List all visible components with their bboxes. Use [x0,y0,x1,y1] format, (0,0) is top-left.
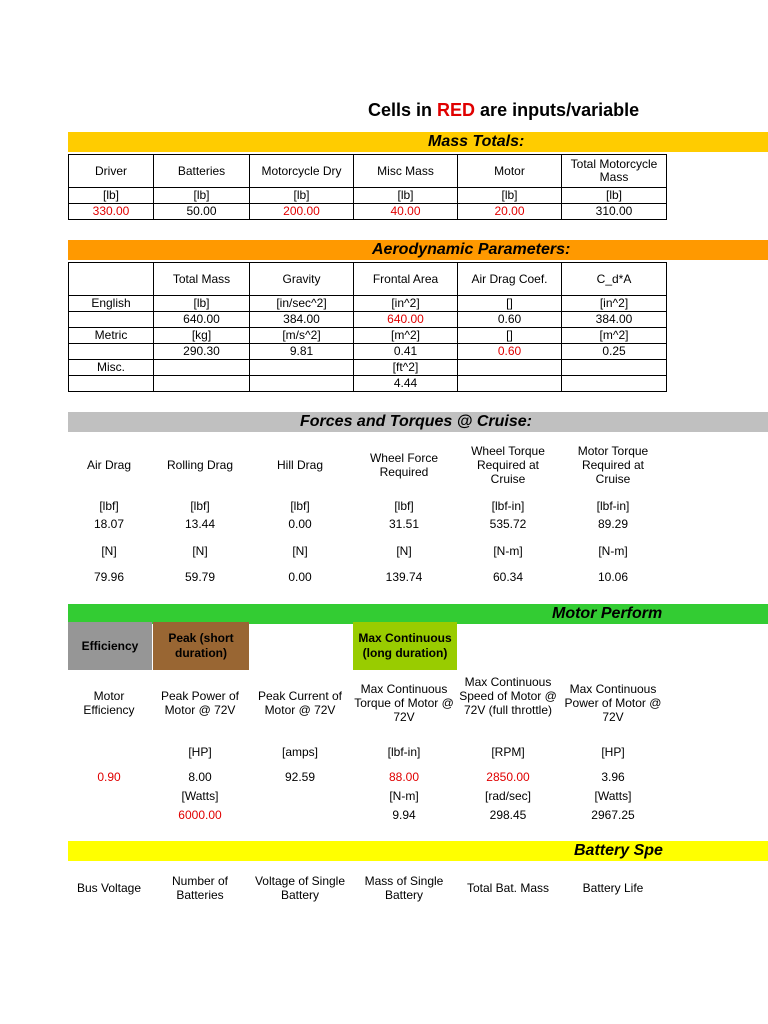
forces-value: 13.44 [184,517,216,531]
mass-header: Misc Mass [354,155,458,188]
mass-unit: [lb] [562,188,667,204]
aero-cell: 384.00 [250,312,354,328]
forces-value-metric: 10.06 [597,570,629,584]
battery-header: Total Bat. Mass [466,881,550,895]
motor-unit-2: [N-m] [389,789,419,803]
forces-value: 18.07 [93,517,125,531]
forces-unit-metric: [N] [292,544,308,558]
max-torque-input[interactable]: 88.00 [388,770,420,784]
aero-row [69,296,667,312]
aero-row [69,376,667,392]
forces-title: Forces and Torques @ Cruise: [300,413,532,430]
forces-value: 31.51 [388,517,420,531]
forces-unit: [lbf] [99,499,119,513]
aero-band [68,240,768,260]
motor-header: Max Continuous Speed of Motor @ 72V (full throttle) [459,675,557,717]
mass-unit: [lb] [354,188,458,204]
aero-cell: [] [458,296,562,312]
motor-unit-2: [Watts] [181,789,219,803]
motor-unit: [RPM] [491,745,525,759]
title-red-word: RED [437,100,476,120]
battery-header: Bus Voltage [76,881,142,895]
aero-cell [69,312,154,328]
peak-badge: Peak (short duration) [153,622,249,670]
aero-row [69,328,667,344]
aero-table [68,262,667,392]
battery-header: Battery Life [582,881,644,895]
aero-cell: Misc. [69,360,154,376]
forces-value: 535.72 [489,517,527,531]
mass-header: Driver [69,155,154,188]
aero-cell [69,344,154,360]
aero-cell [562,360,667,376]
motor-header: Motor Efficiency [83,689,135,717]
aero-cell: [in/sec^2] [250,296,354,312]
aero-cell: 0.41 [354,344,458,360]
forces-unit: [lbf] [394,499,414,513]
forces-header: Air Drag [86,458,131,472]
motor-unit-2: [rad/sec] [484,789,532,803]
mass-unit: [lb] [69,188,154,204]
aero-cell: [in^2] [562,296,667,312]
aero-header [69,263,154,296]
aero-row [69,344,667,360]
mass-unit: [lb] [154,188,250,204]
aero-cell: 0.25 [562,344,667,360]
max-speed-input[interactable]: 2850.00 [486,770,530,784]
mass-unit: [lb] [458,188,562,204]
motor-unit: [lbf-in] [387,745,421,759]
aero-cell: [lb] [154,296,250,312]
aero-cell [458,376,562,392]
aero-cell [154,376,250,392]
mass-header-row [69,155,667,188]
aero-cell: Metric [69,328,154,344]
battery-title: Battery Spe [574,842,663,859]
motor-header: Peak Current of Motor @ 72V [257,689,343,717]
motor-value-2: 298.45 [489,808,527,822]
motor-mass-input[interactable]: 20.00 [458,204,562,220]
aero-cell: 4.44 [354,376,458,392]
aero-header-row [69,263,667,296]
misc-mass-input[interactable]: 40.00 [354,204,458,220]
page-title [368,100,639,121]
aero-header: Gravity [250,263,354,296]
mass-totals-band [68,132,768,152]
aero-cell: [m/s^2] [250,328,354,344]
motor-unit: [HP] [601,745,625,759]
forces-header: Wheel Torque Required at Cruise [471,444,545,486]
forces-value-metric: 60.34 [492,570,524,584]
aero-cell: [ft^2] [354,360,458,376]
frontal-area-input[interactable]: 640.00 [354,312,458,328]
total-motorcycle-mass: 310.00 [562,204,667,220]
mass-totals-table [68,154,667,220]
forces-value-metric: 0.00 [288,570,312,584]
aero-header: Total Mass [154,263,250,296]
aero-row [69,360,667,376]
motorcycle-dry-input[interactable]: 200.00 [250,204,354,220]
forces-unit: [lbf] [290,499,310,513]
motor-efficiency-input[interactable]: 0.90 [97,770,121,784]
mass-units-row [69,188,667,204]
forces-unit-metric: [N-m] [598,544,628,558]
aero-cell: [kg] [154,328,250,344]
forces-header: Hill Drag [276,458,323,472]
battery-header: Number of Batteries [171,874,229,902]
aero-cell [562,376,667,392]
aero-cell: 290.30 [154,344,250,360]
aero-cell: 0.60 [458,312,562,328]
motor-unit-2: [Watts] [594,789,632,803]
motor-header: Peak Power of Motor @ 72V [160,689,240,717]
aero-cell [250,360,354,376]
forces-value: 89.29 [597,517,629,531]
aero-cell: English [69,296,154,312]
aero-title: Aerodynamic Parameters: [372,241,571,258]
driver-mass-input[interactable]: 330.00 [69,204,154,220]
forces-value-metric: 79.96 [93,570,125,584]
forces-value-metric: 139.74 [385,570,423,584]
mass-header: Motorcycle Dry [250,155,354,188]
mass-values-row [69,204,667,220]
motor-band [68,604,768,624]
motor-unit: [amps] [281,745,318,759]
max-continuous-badge: Max Continuous (long duration) [353,622,457,670]
battery-header: Mass of Single Battery [364,874,444,902]
aero-header: Frontal Area [354,263,458,296]
mass-header: Total Motorcycle Mass [562,155,667,188]
motor-value: 8.00 [188,770,212,784]
mass-header: Batteries [154,155,250,188]
aero-cell [458,360,562,376]
motor-value: 92.59 [284,770,316,784]
aero-header: Air Drag Coef. [458,263,562,296]
aero-cell [69,376,154,392]
motor-value: 3.96 [601,770,625,784]
title-suffix: are inputs/variable [475,100,640,120]
motor-title: Motor Perform [552,605,663,622]
forces-header: Motor Torque Required at Cruise [577,444,649,486]
aero-cell: 384.00 [562,312,667,328]
peak-power-watts-input[interactable]: 6000.00 [178,808,222,822]
mass-unit: [lb] [250,188,354,204]
mass-totals-title: Mass Totals: [428,133,525,150]
forces-unit-metric: [N-m] [493,544,523,558]
efficiency-badge: Efficiency [68,622,152,670]
aero-cell: [m^2] [562,328,667,344]
forces-header: Wheel Force Required [369,451,439,479]
aero-cell [154,360,250,376]
aero-cell [250,376,354,392]
battery-band [68,841,768,861]
motor-value-2: 9.94 [392,808,416,822]
battery-header: Voltage of Single Battery [254,874,346,902]
aero-cell: 640.00 [154,312,250,328]
forces-value: 0.00 [288,517,312,531]
forces-unit: [lbf-in] [596,499,630,513]
aero-cell: [] [458,328,562,344]
aero-row [69,312,667,328]
aero-cell: [m^2] [354,328,458,344]
title-prefix: Cells in [368,100,438,120]
motor-unit: [HP] [188,745,212,759]
forces-band [68,412,768,432]
forces-unit-metric: [N] [192,544,208,558]
forces-value-metric: 59.79 [184,570,216,584]
forces-header: Rolling Drag [166,458,234,472]
forces-unit: [lbf-in] [491,499,525,513]
batteries-mass: 50.00 [154,204,250,220]
aero-cell: 9.81 [250,344,354,360]
motor-header: Max Continuous Torque of Motor @ 72V [354,682,454,724]
aero-header: C_d*A [562,263,667,296]
forces-unit: [lbf] [190,499,210,513]
motor-header: Max Continuous Power of Motor @ 72V [564,682,662,724]
air-drag-coef-input[interactable]: 0.60 [458,344,562,360]
motor-value-2: 2967.25 [591,808,635,822]
forces-unit-metric: [N] [101,544,117,558]
aero-cell: [in^2] [354,296,458,312]
forces-unit-metric: [N] [396,544,412,558]
mass-header: Motor [458,155,562,188]
